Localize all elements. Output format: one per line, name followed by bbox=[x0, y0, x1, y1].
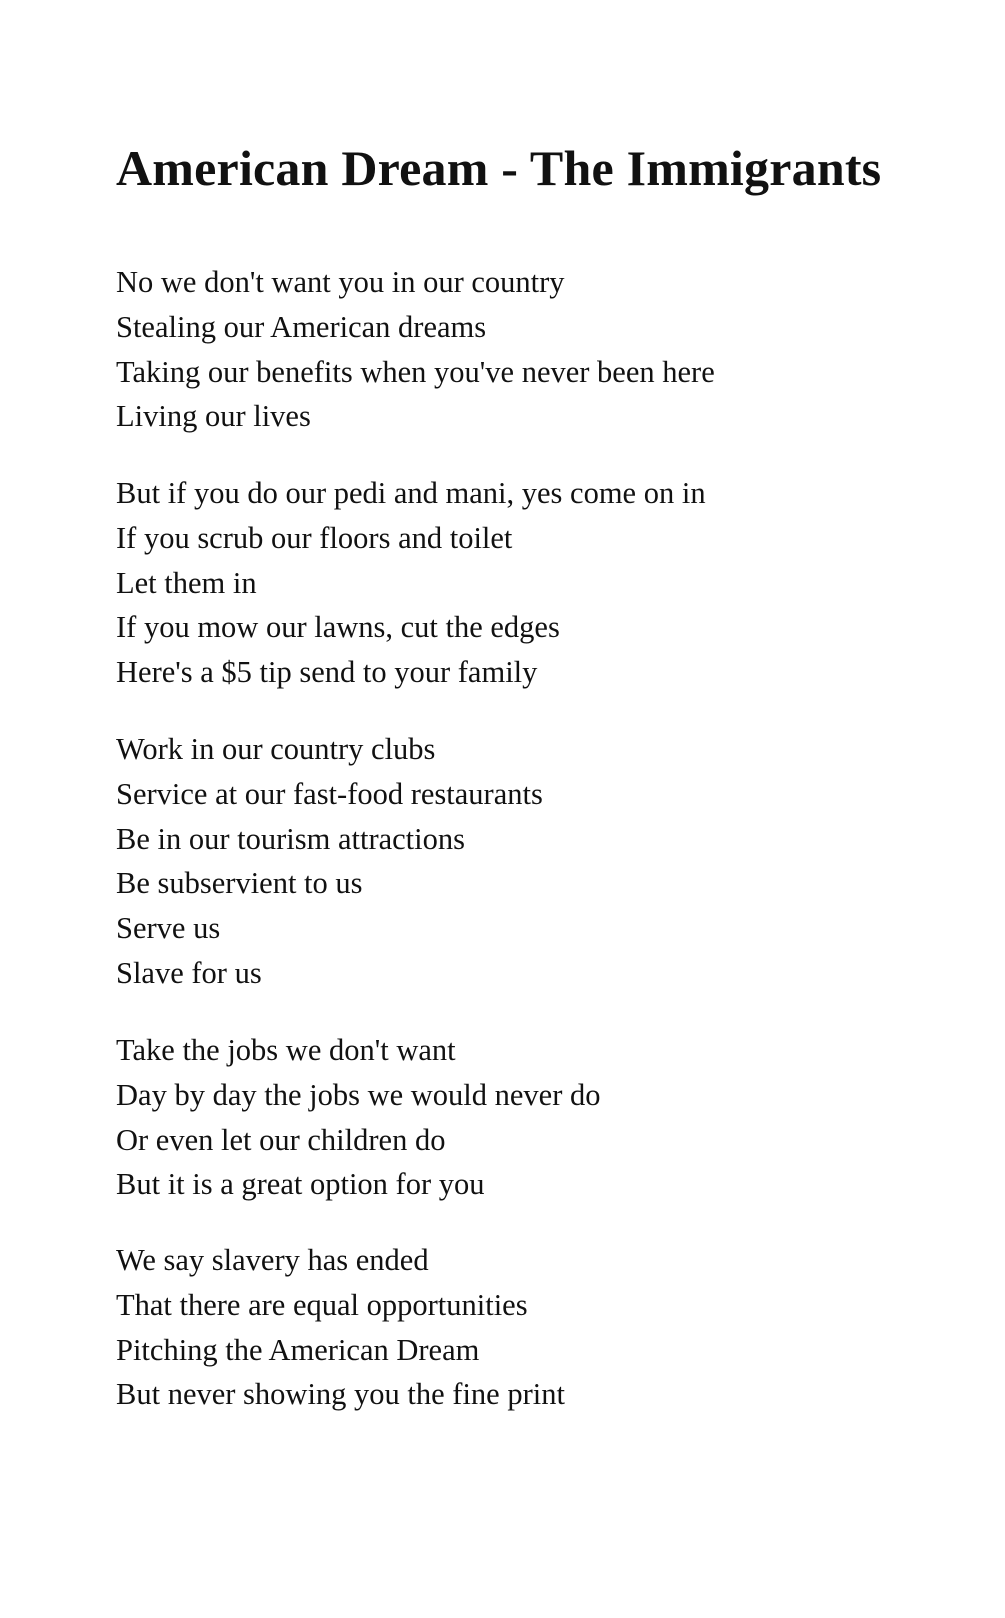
poem-line: We say slavery has ended bbox=[116, 1243, 429, 1277]
poem-line: That there are equal opportunities bbox=[116, 1287, 528, 1322]
stanza bbox=[116, 260, 715, 439]
poem-line: Slave for us bbox=[116, 955, 262, 990]
poem-line: Serve us bbox=[116, 911, 221, 946]
poem-line: If you scrub our floors and toilet bbox=[116, 520, 513, 555]
poem-line: Here's a $5 tip send to your family bbox=[116, 655, 538, 690]
poem-line: But if you do our pedi and mani, yes come on in bbox=[116, 476, 706, 510]
poem-line: But it is a great option for you bbox=[116, 1167, 485, 1202]
poem-line: Or even let our children do bbox=[116, 1122, 446, 1157]
poem-line: Living our lives bbox=[116, 399, 311, 434]
poem-title: American Dream - The Immigrants bbox=[116, 140, 882, 196]
poem-line: But never showing you the fine print bbox=[116, 1377, 565, 1412]
stanza bbox=[116, 471, 706, 695]
poem-line: Taking our benefits when you've never been here bbox=[116, 354, 715, 389]
poem-line: Pitching the American Dream bbox=[116, 1332, 480, 1367]
poem-line: If you mow our lawns, cut the edges bbox=[116, 610, 560, 645]
poem-line: Day by day the jobs we would never do bbox=[116, 1077, 601, 1112]
poem-line: Let them in bbox=[116, 565, 257, 600]
poem-line: Work in our country clubs bbox=[116, 732, 436, 766]
poem-line: Be in our tourism attractions bbox=[116, 821, 465, 856]
stanza bbox=[116, 1028, 601, 1207]
poem-line: Be subservient to us bbox=[116, 866, 363, 901]
stanza bbox=[116, 1238, 565, 1417]
stanza bbox=[116, 727, 543, 996]
poem-line: Service at our fast-food restaurants bbox=[116, 776, 543, 811]
poem-line: Take the jobs we don't want bbox=[116, 1033, 456, 1067]
poem-line: No we don't want you in our country bbox=[116, 265, 565, 299]
poem-line: Stealing our American dreams bbox=[116, 309, 487, 344]
